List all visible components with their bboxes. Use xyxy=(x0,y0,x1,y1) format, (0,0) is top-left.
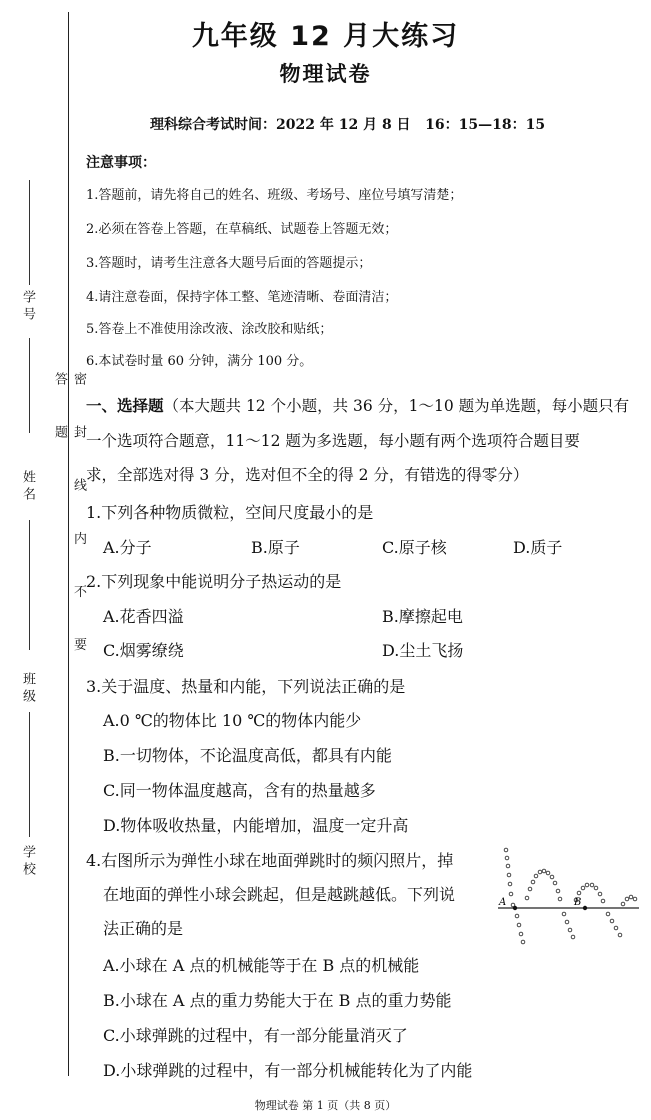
q2-option-c[interactable]: C.烟雾缭绕 xyxy=(103,641,184,660)
q2-option-b[interactable]: B.摩擦起电 xyxy=(382,607,463,626)
point-b-label: B xyxy=(574,897,582,908)
section-intro-line-1 xyxy=(86,394,642,416)
page-title: 九年级 12 月大练习 xyxy=(191,21,460,52)
point-a-label: A xyxy=(499,897,507,908)
margin-name-label: 姓 名 xyxy=(20,470,35,501)
student-id-field-lower[interactable] xyxy=(29,338,30,433)
section-intro-line-2: 一个选项符合题意，11～12 题为多选题，每小题有两个选项符合题目要 xyxy=(86,432,580,450)
margin-name xyxy=(20,470,40,500)
seal-line-notice xyxy=(50,372,86,702)
margin-school xyxy=(20,845,40,875)
q4-option-a[interactable]: A.小球在 A 点的机械能等于在 B 点的机械能 xyxy=(103,956,420,975)
q2-option-d[interactable]: D.尘土飞扬 xyxy=(382,641,464,660)
question-4-stem-line-3: 法正确的是 xyxy=(103,919,184,938)
strobe-dots xyxy=(504,848,637,944)
question-4-stem-line-1: 4.右图所示为弹性小球在地面弹跳时的频闪照片，掉 xyxy=(86,851,454,870)
note-item: 6.本试卷时量 60 分钟，满分 100 分。 xyxy=(86,354,313,369)
seal-line-text: 密 封 线 内 不 要 答 题 xyxy=(52,372,86,669)
margin-class xyxy=(20,672,40,702)
q1-option-d[interactable]: D.质子 xyxy=(513,538,563,557)
q1-option-a[interactable]: A.分子 xyxy=(103,538,152,557)
note-item: 3.答题时，请考生注意各大题号后面的答题提示； xyxy=(86,256,372,271)
q3-option-c[interactable]: C.同一物体温度越高，含有的热量越多 xyxy=(103,781,376,800)
note-item: 2.必须在答卷上答题，在草稿纸、试题卷上答题无效； xyxy=(86,222,398,237)
q4-option-d[interactable]: D.小球弹跳的过程中，有一部分机械能转化为了内能 xyxy=(103,1061,473,1080)
q1-option-b[interactable]: B.原子 xyxy=(251,538,300,557)
question-1-stem: 1.下列各种物质微粒，空间尺度最小的是 xyxy=(86,503,374,522)
point-b-marker xyxy=(583,906,587,910)
margin-class-label: 班 级 xyxy=(20,672,35,703)
q2-option-a[interactable]: A.花香四溢 xyxy=(103,607,184,626)
q4-option-c[interactable]: C.小球弹跳的过程中，有一部分能量消灭了 xyxy=(103,1026,408,1045)
class-field[interactable] xyxy=(29,712,30,837)
exam-time: 理科综合考试时间：2022 年 12 月 8 日 16：15—18：15 xyxy=(150,117,546,133)
section-intro-text: （本大题共 12 个小题，共 36 分，1～10 题为单选题，每小题只有 xyxy=(163,397,630,415)
margin-school-label: 学 校 xyxy=(20,845,35,876)
section-heading: 一、选择题 xyxy=(86,397,164,415)
question-3-stem: 3.关于温度、热量和内能，下列说法正确的是 xyxy=(86,677,406,696)
q3-option-a[interactable]: A.0 ℃的物体比 10 ℃的物体内能少 xyxy=(103,711,362,730)
page-subtitle: 物理试卷 xyxy=(279,62,372,86)
bouncing-ball-figure xyxy=(496,842,641,952)
note-item: 5.答卷上不准使用涂改液、涂改胶和贴纸； xyxy=(86,322,333,337)
name-field[interactable] xyxy=(29,520,30,650)
page-footer: 物理试卷 第 1 页（共 8 页） xyxy=(254,1099,397,1112)
q1-option-c[interactable]: C.原子核 xyxy=(382,538,447,557)
question-4-stem-line-2: 在地面的弹性小球会跳起，但是越跳越低。下列说 xyxy=(103,885,456,904)
q3-option-b[interactable]: B.一切物体，不论温度高低，都具有内能 xyxy=(103,746,392,765)
student-id-field[interactable] xyxy=(29,180,30,285)
notes-heading: 注意事项： xyxy=(86,155,156,171)
note-item: 1.答题前，请先将自己的姓名、班级、考场号、座位号填写清楚； xyxy=(86,188,463,203)
margin-student-id-label: 学 号 xyxy=(20,290,35,321)
q4-option-b[interactable]: B.小球在 A 点的重力势能大于在 B 点的重力势能 xyxy=(103,991,452,1010)
margin-student-id xyxy=(20,290,40,320)
point-a-marker xyxy=(513,906,517,910)
note-item: 4.请注意卷面，保持字体工整、笔迹清晰、卷面清洁； xyxy=(86,290,398,305)
section-intro-line-3: 求，全部选对得 3 分，选对但不全的得 2 分，有错选的得零分） xyxy=(86,466,529,484)
question-2-stem: 2.下列现象中能说明分子热运动的是 xyxy=(86,572,342,591)
q3-option-d[interactable]: D.物体吸收热量，内能增加，温度一定升高 xyxy=(103,816,409,835)
